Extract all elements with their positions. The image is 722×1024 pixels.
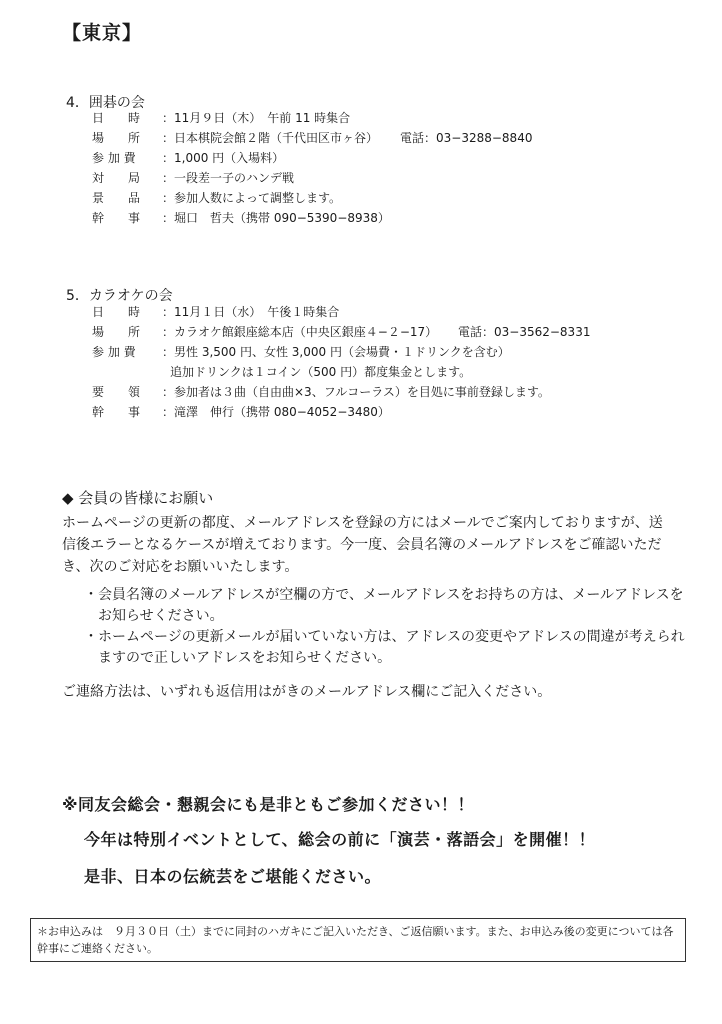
row-label: 日 時 — [92, 111, 141, 125]
row-value: ：一段差一子のハンデ戦 — [162, 171, 295, 185]
row-label: 幹 事 — [92, 211, 141, 225]
event-go-row-place — [92, 128, 692, 148]
row-label: 場 所 — [92, 325, 141, 339]
row-label: 要 領 — [92, 385, 141, 399]
event-go-details — [92, 108, 692, 232]
row-value: ：カラオケ館銀座総本店（中央区銀座４−２−17） — [162, 325, 438, 339]
event-karaoke-title: 5．カラオケの会 — [66, 288, 173, 304]
page-title: 【東京】 — [62, 22, 143, 44]
event-go-row-fee — [92, 148, 692, 168]
row-label: 場 所 — [92, 131, 141, 145]
row-phone: 電話：03−3562−8331 — [458, 325, 591, 339]
event-go-row-prize — [92, 188, 692, 208]
notice-paragraph: ホームページの更新の都度、メールアドレスを登録の方にはメールでご案内しておりますが、送信後エラーとなるケースが増えております。今一度、会員名簿のメールアドレスをご確認いただき、次のご対応をお願いいたします。 — [62, 515, 663, 575]
notice-bullet-1: ・会員名簿のメールアドレスが空欄の方で、メールアドレスをお持ちの方は、メールアドレスをお知らせください。 — [84, 587, 684, 624]
row-value: ：参加人数によって調整します。 — [162, 191, 342, 205]
row-value: ：堀口 哲夫（携帯 090−5390−8938） — [162, 211, 390, 225]
row-value: ：1,000 円（入場料） — [162, 151, 285, 165]
row-label: 参 加 費 — [92, 345, 136, 359]
event-karaoke-details — [92, 302, 692, 426]
invitation-line-2: 今年は特別イベントとして、総会の前に「演芸・落語会」を開催！！ — [84, 830, 596, 849]
footer-note: ＊お申込みは ９月３０日（土）までに同封のハガキにご記入いただき、ご返信願います。また、お申込み後の変更については各幹事にご連絡ください。 — [30, 918, 686, 962]
row-label: 対 局 — [92, 171, 141, 185]
row-label: 参 加 費 — [92, 151, 136, 165]
row-value: ：11月１日（水） 午後１時集合 — [162, 305, 340, 319]
event-go-title: 4．囲碁の会 — [66, 95, 145, 111]
row-value: ：男性 3,500 円、女性 3,000 円（会場費・１ドリンクを含む） — [162, 345, 510, 359]
event-karaoke-row-fee-extra — [92, 362, 692, 382]
row-value: ：11月９日（木） 午前 11 時集合 — [162, 111, 351, 125]
event-go-row-organizer — [92, 208, 692, 228]
row-label: 景 品 — [92, 191, 141, 205]
row-value: ：参加者は３曲（自由曲×3、フルコーラス）を目処に事前登録します。 — [162, 385, 550, 399]
event-karaoke-row-place — [92, 322, 692, 342]
notice-title: ◆ 会員の皆様にお願い — [62, 489, 214, 507]
event-karaoke-row-date — [92, 302, 692, 322]
row-value: 追加ドリンクは１コイン（500 円）都度集金とします。 — [170, 365, 472, 379]
invitation-line-3: 是非、日本の伝統芸をご堪能ください。 — [84, 867, 382, 886]
notice-bullet-2: ・ホームページの更新メールが届いていない方は、アドレスの変更やアドレスの間違が考えられますので正しいアドレスをお知らせください。 — [84, 629, 685, 666]
row-value: ：滝澤 伸行（携帯 080−4052−3480） — [162, 405, 390, 419]
event-go-row-date — [92, 108, 692, 128]
event-karaoke-row-organizer — [92, 402, 692, 422]
row-phone: 電話：03−3288−8840 — [400, 131, 533, 145]
row-label: 幹 事 — [92, 405, 141, 419]
notice-contact: ご連絡方法は、いずれも返信用はがきのメールアドレス欄にご記入ください。 — [62, 684, 552, 700]
event-karaoke-row-procedure — [92, 382, 692, 402]
invitation-line-1: ※同友会総会・懇親会にも是非ともご参加ください！！ — [62, 795, 475, 814]
event-karaoke-row-fee — [92, 342, 692, 362]
event-go-row-match — [92, 168, 692, 188]
row-label: 日 時 — [92, 305, 141, 319]
row-value: ：日本棋院会館２階（千代田区市ヶ谷） — [162, 131, 379, 145]
